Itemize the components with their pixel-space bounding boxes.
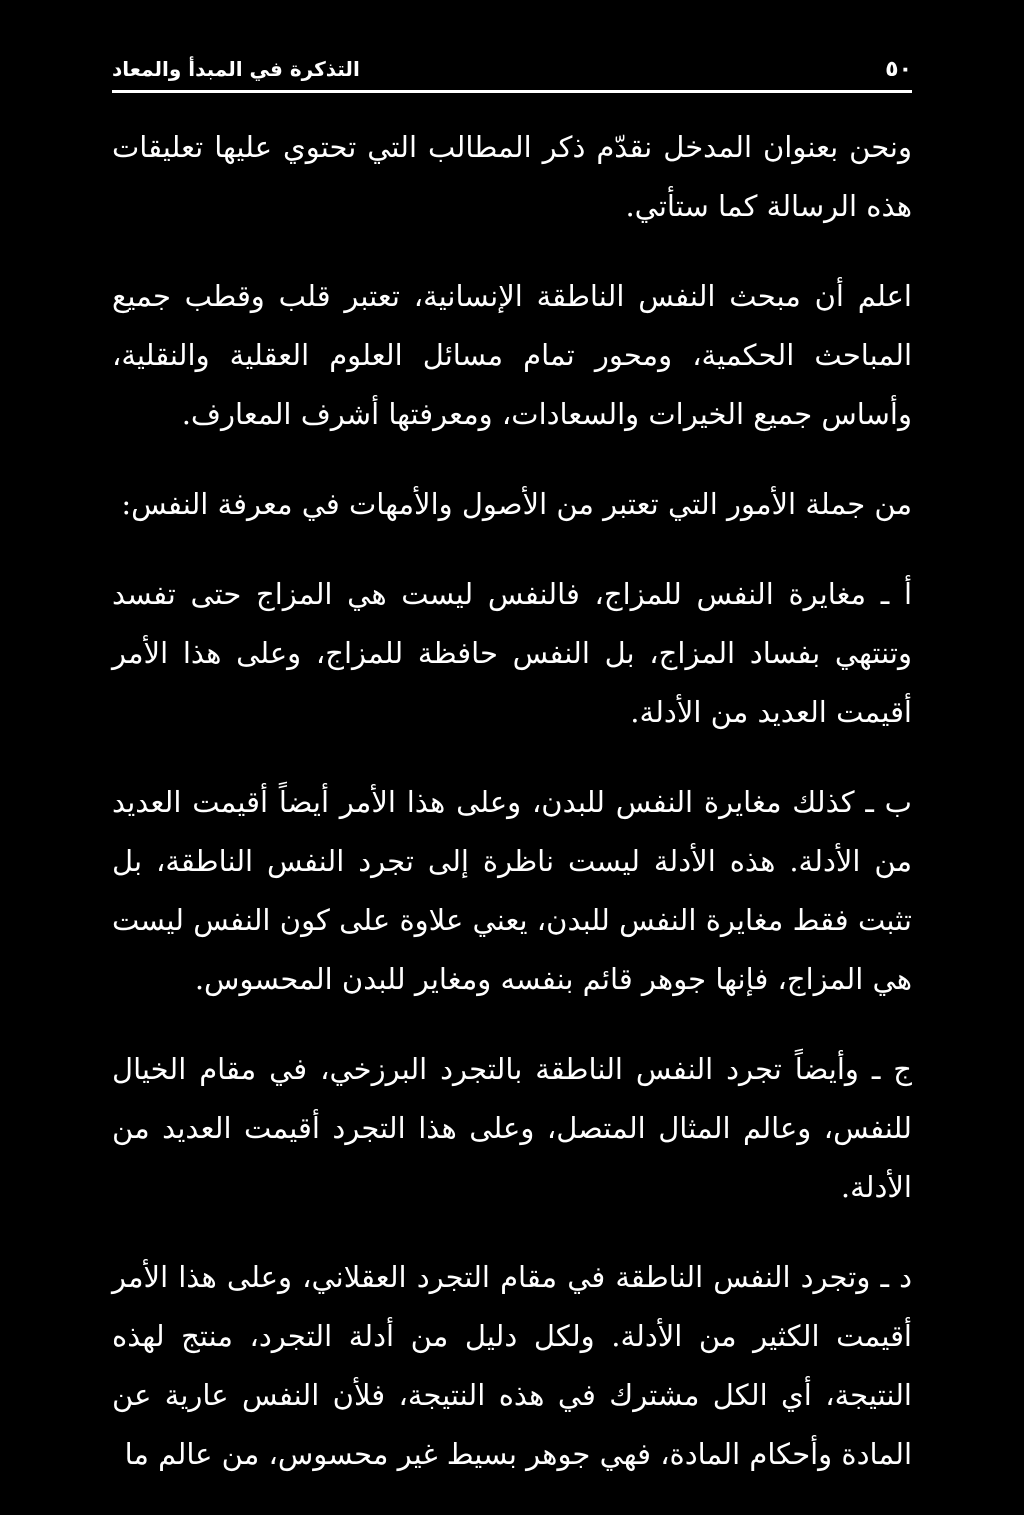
page-number: ٥٠: [885, 56, 912, 82]
page-header: [112, 52, 912, 93]
running-title: التذكرة في المبدأ والمعاد: [112, 57, 360, 81]
list-item-c: ج ـ وأيضاً تجرد النفس الناطقة بالتجرد البرزخي، في مقام الخيال للنفس، وعالم المثال المتصل، وعلى هذا التجرد أقيمت العديد من الأدلة.: [112, 1052, 912, 1204]
principles-lead-paragraph: من جملة الأمور التي تعتبر من الأصول والأمهات في معرفة النفس:: [121, 487, 912, 521]
soul-importance-paragraph: اعلم أن مبحث النفس الناطقة الإنسانية، تعتبر قلب وقطب جميع المباحث الحكمية، ومحور تمام مسائل العلوم العقلية والنقلية، وأساس جميع الخيرات والسعادات، ومعرفتها أشرف المعارف.: [112, 279, 912, 431]
page-body: [112, 118, 912, 1515]
list-item-b: ب ـ كذلك مغايرة النفس للبدن، وعلى هذا الأمر أيضاً أقيمت العديد من الأدلة. هذه الأدلة ليست ناظرة إلى تجرد النفس الناطقة، بل تثبت فقط مغايرة النفس للبدن، يعني علاوة على كون النفس ليست هي المزاج، فإنها جوهر قائم بنفسه ومغاير للبدن المحسوس.: [112, 785, 912, 996]
intro-paragraph: ونحن بعنوان المدخل نقدّم ذكر المطالب التي تحتوي عليها تعليقات هذه الرسالة كما ستأتي.: [112, 130, 912, 223]
list-item-d: د ـ وتجرد النفس الناطقة في مقام التجرد العقلاني، وعلى هذا الأمر أقيمت الكثير من الأدلة. ولكل دليل من أدلة التجرد، منتج لهذه النتيجة، أي الكل مشترك في هذه النتيجة، فلأن النفس عارية عن المادة وأحكام المادة، فهي جوهر بسيط غير محسوس، من عالم ما: [112, 1260, 912, 1471]
list-item-a: أ ـ مغايرة النفس للمزاج، فالنفس ليست هي المزاج حتى تفسد وتنتهي بفساد المزاج، بل النفس حافظة للمزاج، وعلى هذا الأمر أقيمت العديد من الأدلة.: [112, 577, 912, 729]
